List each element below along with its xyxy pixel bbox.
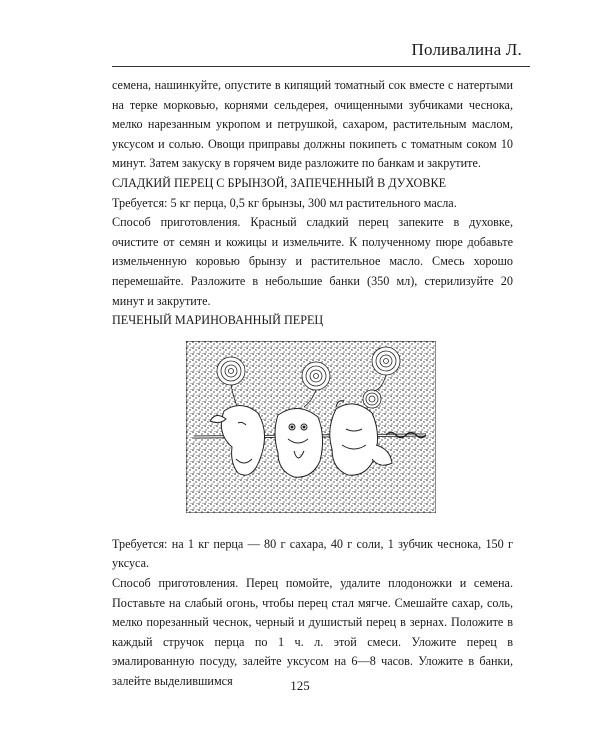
page-body — [112, 76, 513, 691]
ingredients-paragraph-1: Требуется: 5 кг перца, 0,5 кг брынзы, 300 мл растительного масла. — [112, 195, 457, 210]
ingredients-paragraph-2: Требуется: на 1 кг перца — 80 г сахара, 40 г соли, 1 зубчик чеснока, 150 г уксуса. — [112, 536, 513, 571]
recipe-heading-pepper-brynza: СЛАДКИЙ ПЕРЕЦ С БРЫНЗОЙ, ЗАПЕЧЕННЫЙ В ДУХОВКЕ — [112, 175, 447, 190]
recipe-heading-baked-pepper: ПЕЧЕНЫЙ МАРИНОВАННЫЙ ПЕРЕЦ — [112, 313, 324, 328]
page-number: 125 — [290, 678, 310, 693]
pepper-illustration — [186, 341, 436, 513]
header-rule — [112, 66, 530, 67]
paragraph-continuation: семена, нашинкуйте, опустите в кипящий томатный сок вместе с натертыми на терке морковью, корнями сельдерея, очищенными зубчиками чеснока, мелко нарезанным укропом и петрушкой, сахаром, растительным маслом, уксусом и солью. Овощи приправы должны покипеть с томатным соком 10 минут. Затем закуску в горячем виде разложите по банкам и закрутите. — [112, 78, 513, 171]
method-paragraph-1: Способ приготовления. Красный сладкий перец запеките в духовке, очистите от семян и кожицы и измельчите. К полученному пюре добавьте измельченную коровью брынзу и растительное масло. Смесь хорошо перемешайте. Разложите в небольшие банки (350 мл), стерилизуйте 20 минут и закрутите. — [112, 215, 513, 308]
method-paragraph-2: Способ приготовления. Перец помойте, удалите плодоножки и семена. Поставьте на слабый огонь, чтобы перец стал мягче. Смешайте сахар, соль, мелко порезанный чеснок, черный и душистый перец в зернах. Положите в каждый стручок перца по 1 ч. л. этой смеси. Уложите перец в эмалированную посуду, залейте уксусом на 6—8 часов. Уложите в банки, залейте выделившимся — [112, 575, 513, 688]
pepper-middle — [275, 408, 323, 477]
figure-spacing — [112, 513, 513, 535]
running-head-author: Поливалина Л. — [411, 40, 522, 59]
pepper-skewer-drawing — [186, 341, 436, 513]
